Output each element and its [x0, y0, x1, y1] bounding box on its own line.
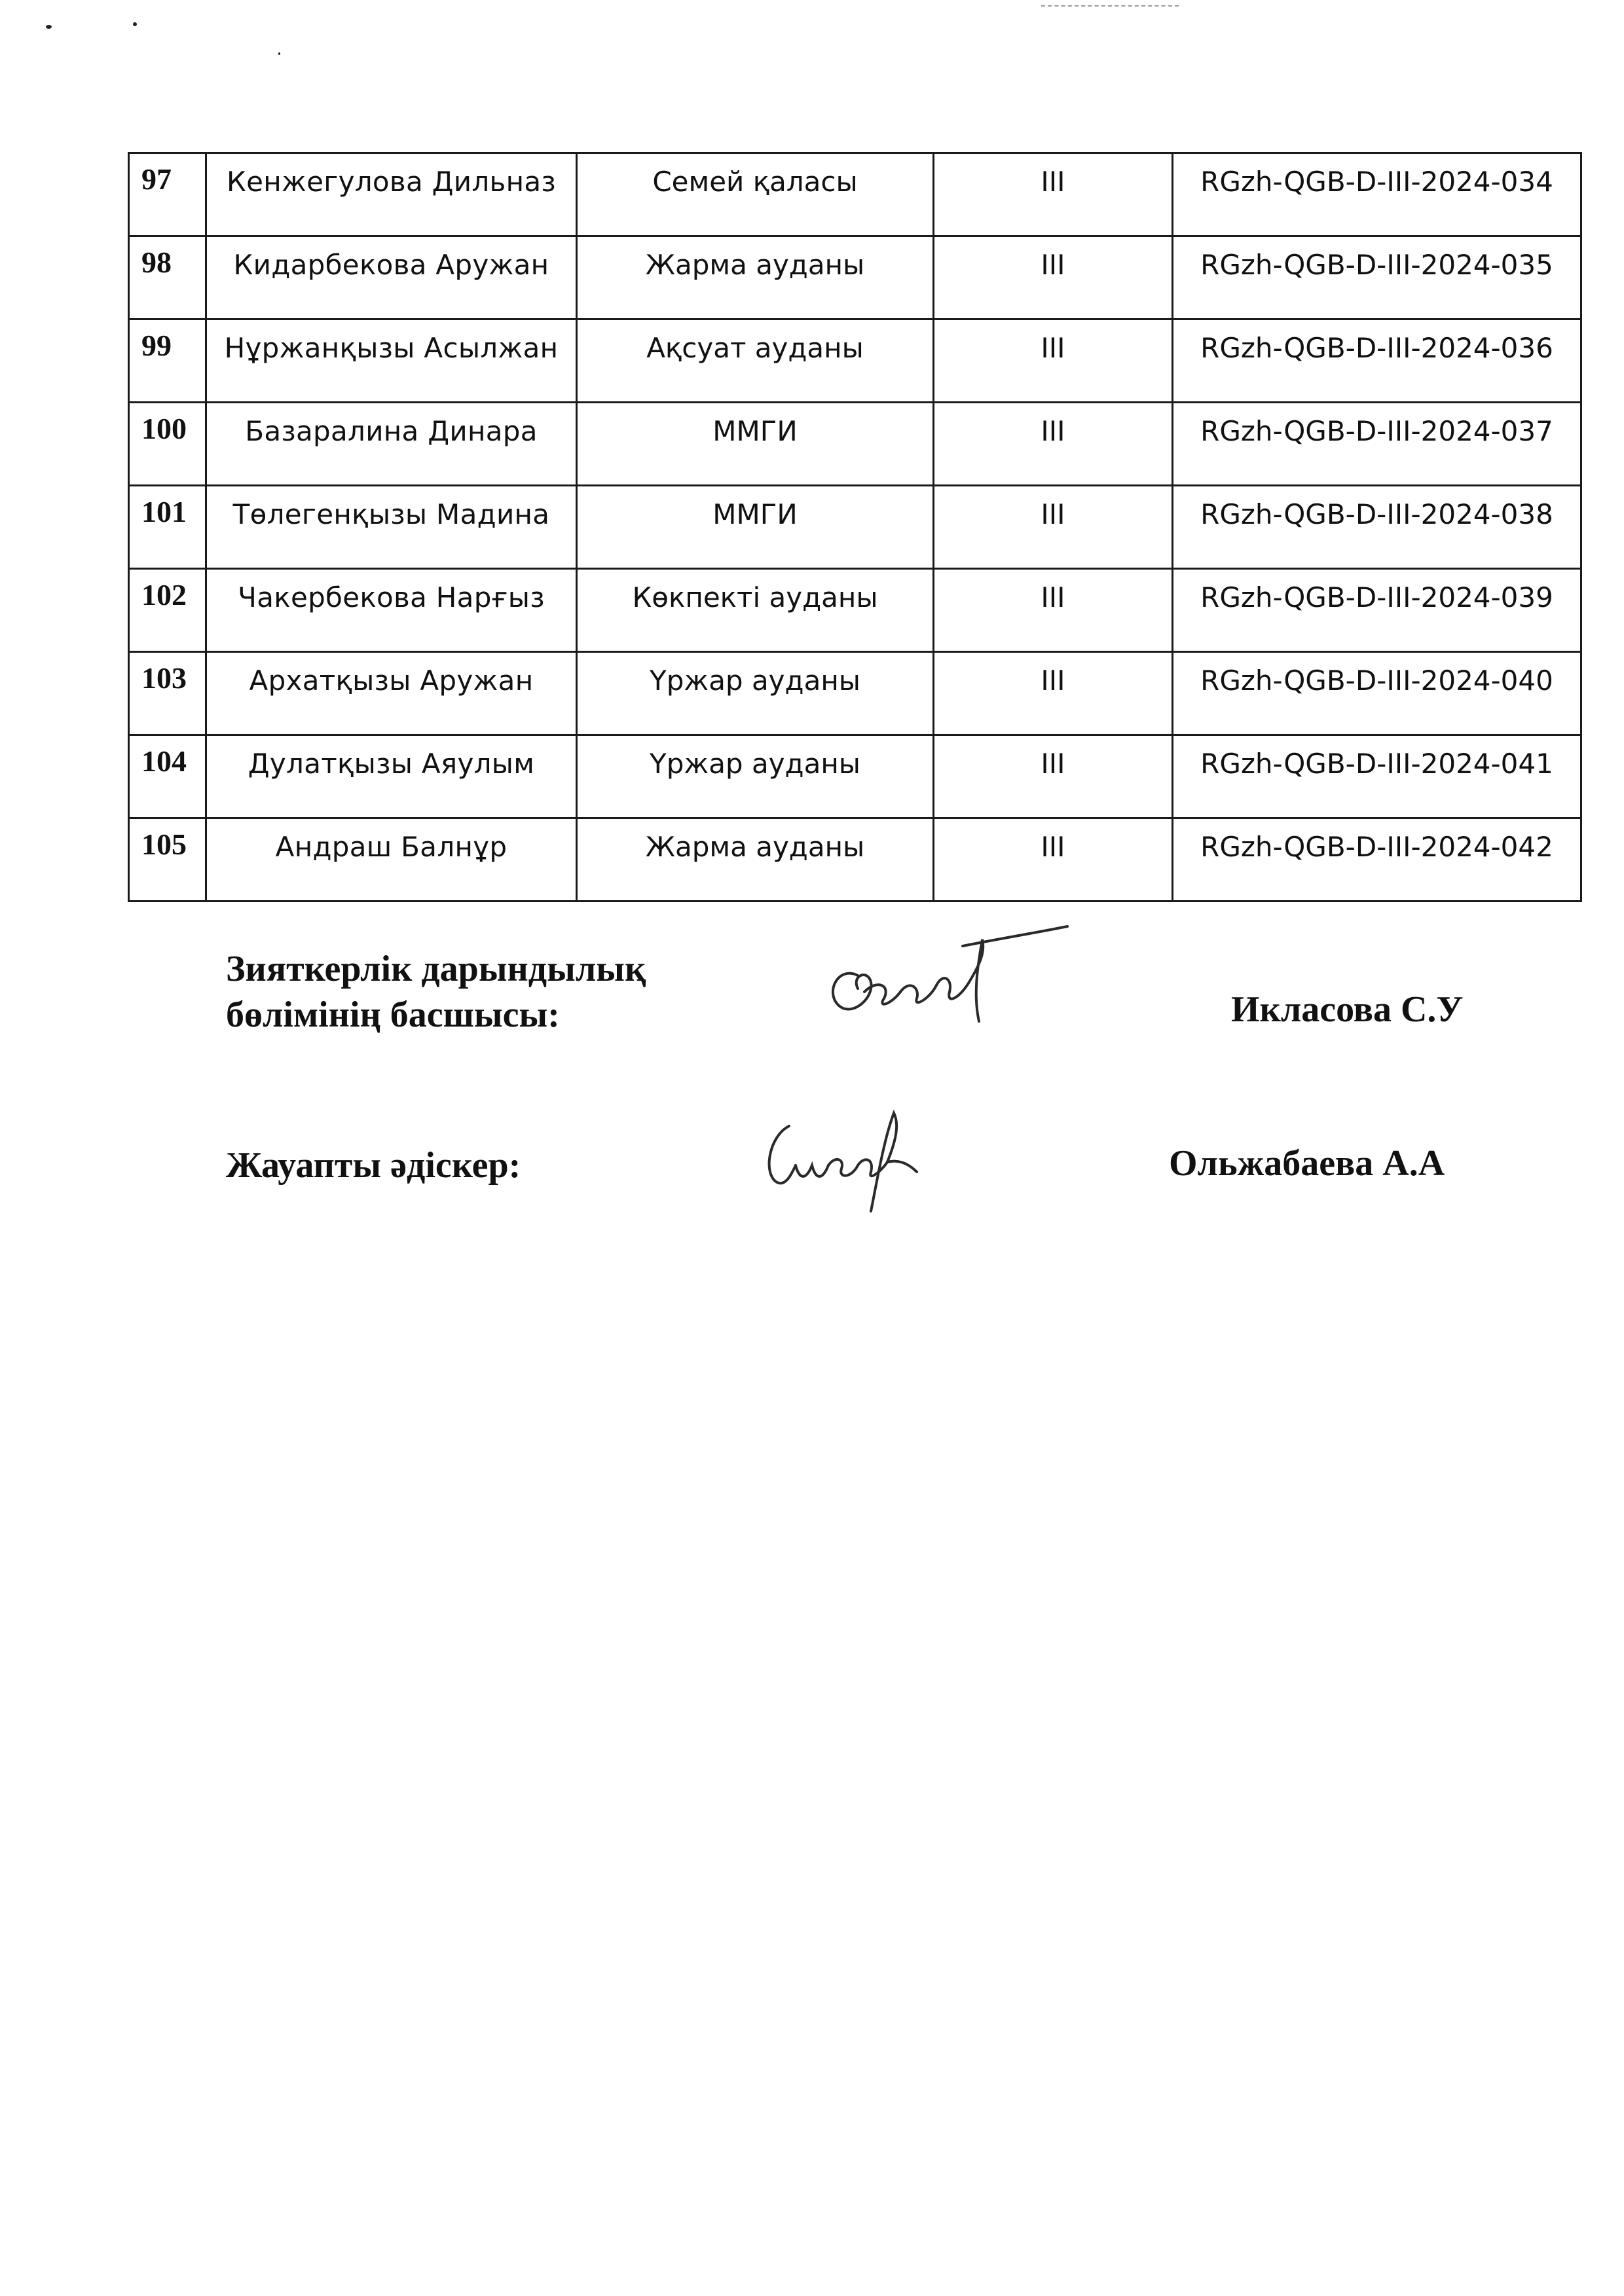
participant-name: Төлегенқызы Мадина	[206, 486, 577, 569]
certificate-code: RGzh-QGB-D-III-2024-034	[1173, 153, 1581, 236]
row-number: 100	[129, 403, 206, 486]
head-title	[226, 946, 646, 1038]
participant-region: ММГИ	[577, 486, 934, 569]
participant-name: Дулатқызы Аяулым	[206, 735, 577, 818]
participant-place: III	[934, 236, 1173, 319]
table-row	[129, 486, 1581, 569]
participant-name: Кидарбекова Аружан	[206, 236, 577, 319]
participant-name: Архатқызы Аружан	[206, 652, 577, 735]
participant-place: III	[934, 818, 1173, 902]
row-number: 98	[129, 236, 206, 319]
certificate-code: RGzh-QGB-D-III-2024-035	[1173, 236, 1581, 319]
participant-place: III	[934, 652, 1173, 735]
table-row	[129, 735, 1581, 818]
participant-region: Ақсуат ауданы	[577, 319, 934, 403]
participant-place: III	[934, 403, 1173, 486]
head-title-line2: бөлімінің басшысы:	[226, 994, 560, 1035]
participant-place: III	[934, 153, 1173, 236]
scan-speck	[278, 52, 280, 55]
participant-region: Үржар ауданы	[577, 735, 934, 818]
participant-place: III	[934, 486, 1173, 569]
participant-region: Үржар ауданы	[577, 652, 934, 735]
participants-table	[128, 152, 1582, 902]
certificate-code: RGzh-QGB-D-III-2024-041	[1173, 735, 1581, 818]
participant-place: III	[934, 735, 1173, 818]
row-number: 101	[129, 486, 206, 569]
row-number: 102	[129, 569, 206, 652]
participant-place: III	[934, 319, 1173, 403]
methodist-signature	[753, 1100, 950, 1218]
participant-region: Семей қаласы	[577, 153, 934, 236]
certificate-code: RGzh-QGB-D-III-2024-042	[1173, 818, 1581, 902]
table-row	[129, 569, 1581, 652]
scan-edge-mark	[1041, 5, 1179, 10]
certificate-code: RGzh-QGB-D-III-2024-038	[1173, 486, 1581, 569]
certificate-code: RGzh-QGB-D-III-2024-039	[1173, 569, 1581, 652]
methodist-title: Жауапты әдіскер:	[226, 1145, 521, 1186]
participant-region: Жарма ауданы	[577, 818, 934, 902]
scan-speck	[46, 25, 52, 29]
head-signature	[812, 913, 1074, 1044]
participant-name: Чакербекова Нарғыз	[206, 569, 577, 652]
certificate-code: RGzh-QGB-D-III-2024-036	[1173, 319, 1581, 403]
row-number: 105	[129, 818, 206, 902]
table-row	[129, 319, 1581, 403]
table-body	[129, 153, 1581, 902]
row-number: 103	[129, 652, 206, 735]
participant-name: Кенжегулова Дильназ	[206, 153, 577, 236]
table-row	[129, 153, 1581, 236]
table-row	[129, 403, 1581, 486]
certificate-code: RGzh-QGB-D-III-2024-040	[1173, 652, 1581, 735]
row-number: 99	[129, 319, 206, 403]
methodist-name: Ольжабаева А.А	[1169, 1143, 1445, 1184]
table-row	[129, 236, 1581, 319]
table-row	[129, 652, 1581, 735]
scan-speck	[133, 22, 137, 26]
row-number: 97	[129, 153, 206, 236]
head-title-line1: Зияткерлік дарындылық	[226, 949, 646, 989]
row-number: 104	[129, 735, 206, 818]
certificate-code: RGzh-QGB-D-III-2024-037	[1173, 403, 1581, 486]
participant-name: Базаралина Динара	[206, 403, 577, 486]
participant-region: ММГИ	[577, 403, 934, 486]
head-name: Икласова С.У	[1231, 989, 1464, 1030]
participant-place: III	[934, 569, 1173, 652]
participant-name: Нұржанқызы Асылжан	[206, 319, 577, 403]
table-row	[129, 818, 1581, 902]
participant-region: Көкпекті ауданы	[577, 569, 934, 652]
participant-region: Жарма ауданы	[577, 236, 934, 319]
participant-name: Андраш Балнұр	[206, 818, 577, 902]
